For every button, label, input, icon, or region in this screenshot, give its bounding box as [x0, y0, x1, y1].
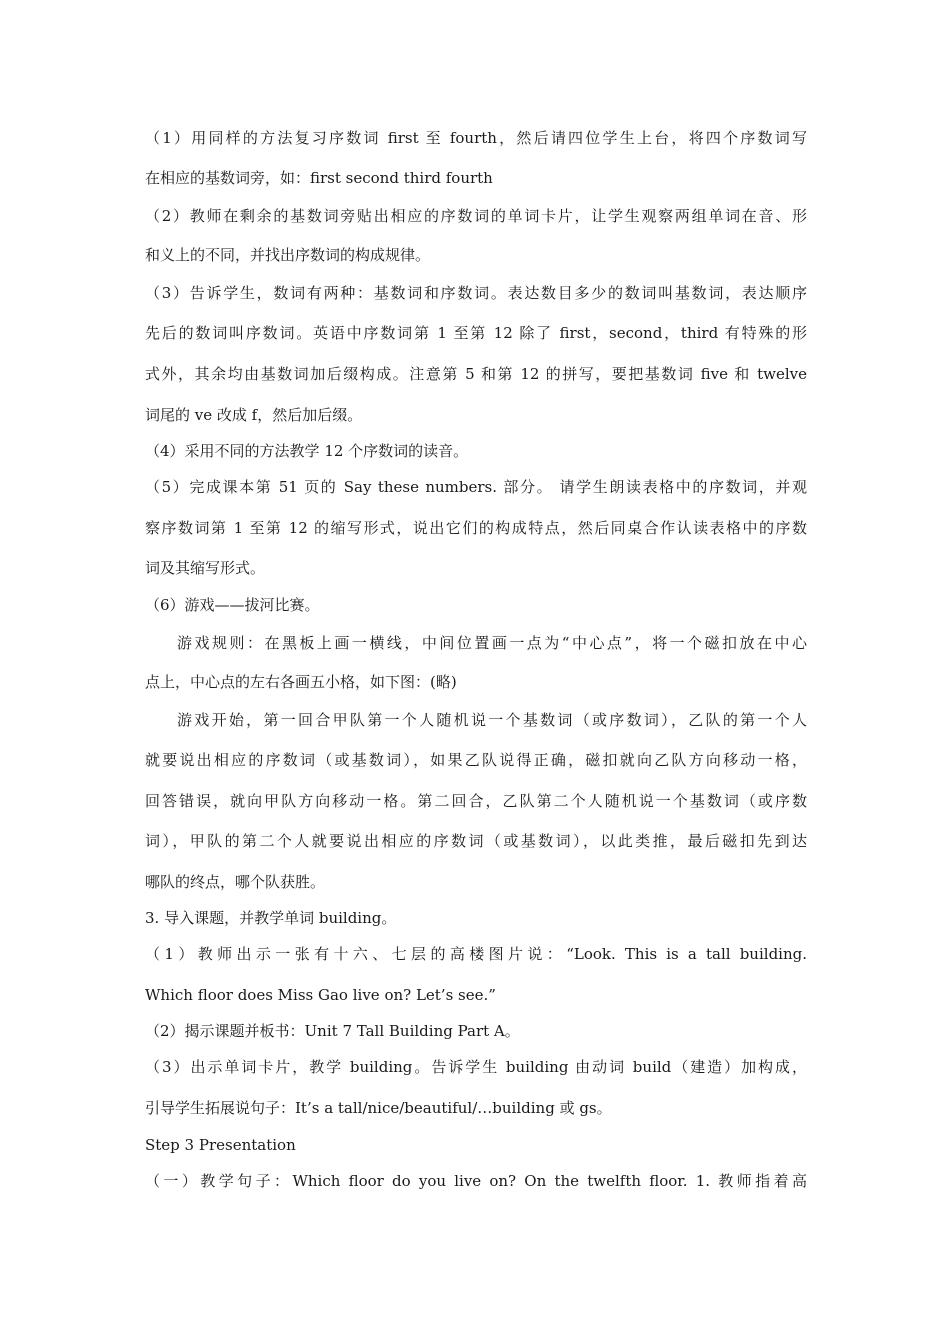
paragraph-line: 游戏开始，第一回合甲队第一个人随机说一个基数词（或序数词），乙队的第一个人: [177, 711, 807, 729]
paragraph-line: （3）出示单词卡片，教学 building。告诉学生 building 由动词 build（建造）加构成，: [145, 1058, 807, 1076]
paragraph-line: 词尾的 ve 改成 f，然后加后缀。: [145, 406, 363, 424]
paragraph-line: （5）完成课本第 51 页的 Say these numbers. 部分。 请学生朗读表格中的序数词，并观: [145, 478, 807, 496]
paragraph-line: 词及其缩写形式。: [145, 559, 266, 577]
paragraph-line: Which floor does Miss Gao live on? Let’s see.”: [145, 986, 496, 1004]
paragraph-line: 式外，其余均由基数词加后缀构成。注意第 5 和第 12 的拼写，要把基数词 five 和 twelve: [145, 365, 807, 383]
paragraph-line: 和义上的不同，并找出序数词的构成规律。: [145, 246, 431, 264]
paragraph-line: （4）采用不同的方法教学 12 个序数词的读音。: [145, 442, 469, 460]
paragraph-line: （1）教师出示一张有十六、七层的高楼图片说：“Look. This is a tall building.: [145, 945, 807, 963]
paragraph-line: 词），甲队的第二个人就要说出相应的序数词（或基数词），以此类推，最后磁扣先到达: [145, 832, 807, 850]
paragraph-line: （一）教学句子：Which floor do you live on? On the twelfth floor. 1. 教师指着高: [145, 1172, 807, 1190]
paragraph-line: （3）告诉学生，数词有两种：基数词和序数词。表达数目多少的数词叫基数词，表达顺序: [145, 284, 807, 302]
paragraph-line: 引导学生拓展说句子：It’s a tall/nice/beautiful/…building 或 gs。: [145, 1099, 612, 1117]
paragraph-line: 哪队的终点，哪个队获胜。: [145, 873, 326, 891]
section-heading: Step 3 Presentation: [145, 1136, 296, 1154]
paragraph-line: 先后的数词叫序数词。英语中序数词第 1 至第 12 除了 first，second，third 有特殊的形: [145, 324, 807, 342]
paragraph-line: 回答错误，就向甲队方向移动一格。第二回合，乙队第二个人随机说一个基数词（或序数: [145, 792, 807, 810]
paragraph-line: 就要说出相应的序数词（或基数词），如果乙队说得正确，磁扣就向乙队方向移动一格，: [145, 751, 807, 769]
paragraph-line: 点上，中心点的左右各画五小格，如下图：(略): [145, 673, 457, 691]
section-heading: 3. 导入课题，并教学单词 building。: [145, 909, 397, 927]
paragraph-line: 在相应的基数词旁，如：first second third fourth: [145, 169, 493, 187]
paragraph-line: （1）用同样的方法复习序数词 first 至 fourth，然后请四位学生上台，将四个序数词写: [145, 129, 807, 147]
paragraph-line: 察序数词第 1 至第 12 的缩写形式，说出它们的构成特点，然后同桌合作认读表格中的序数: [145, 519, 807, 537]
paragraph-line: （6）游戏——拔河比赛。: [145, 596, 320, 614]
paragraph-line: （2）揭示课题并板书：Unit 7 Tall Building Part A。: [145, 1022, 520, 1040]
paragraph-line: 游戏规则：在黑板上画一横线，中间位置画一点为“中心点”，将一个磁扣放在中心: [177, 634, 807, 652]
paragraph-line: （2）教师在剩余的基数词旁贴出相应的序数词的单词卡片，让学生观察两组单词在音、形: [145, 207, 807, 225]
